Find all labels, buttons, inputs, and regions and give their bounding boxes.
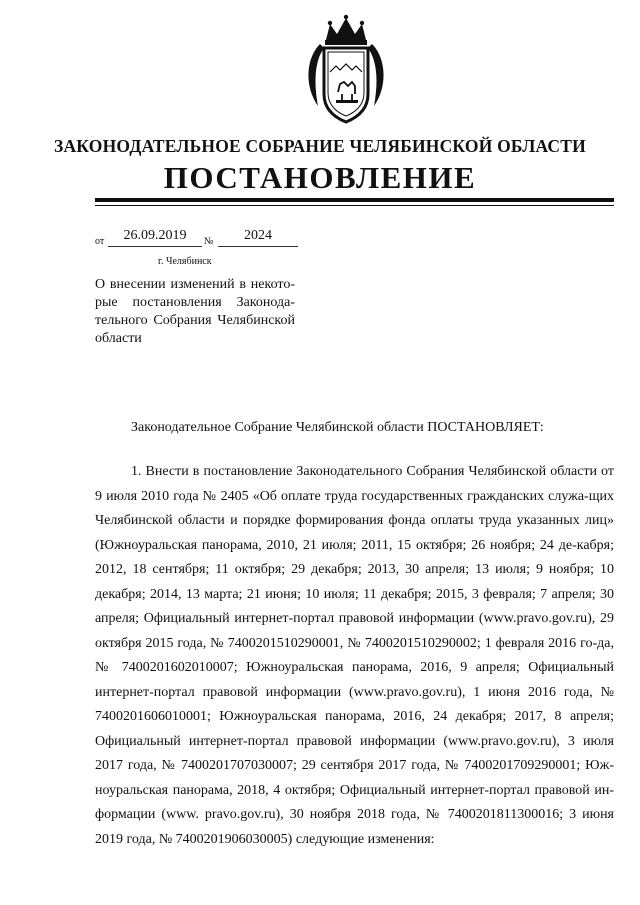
header-rule-thick xyxy=(95,198,614,202)
body-paragraph-1: 1. Внести в постановление Законодательного Собрания Челябинской области от 9 июля 2010 года № 2405 «Об оплате труда государственных гражданских служа-щих Челябинской области и порядке формирования фонда оплаты труда указанных лиц» (Южноуральская панорама, 2010, 21 июля; 2011, 15 октября; 26 ноября; 24 де-кабря; 2012, 18 сентября; 11 октября; 29 декабря; 2013, 30 апреля; 13 июля; 9 ноября; 10 декабря; 2014, 13 марта; 21 июня; 10 июля; 11 декабря; 2015, 3 февраля; 7 апреля; 30 апреля; Официальный интернет-портал правовой информации (www.pravo.gov.ru), 29 октября 2015 года, № 7400201510290001, № 7400201510290002; 1 февраля 2016 го-да, № 7400201602010007; Южноуральская панорама, 2016, 9 апреля; Официальный интернет-портал правовой информации (www.pravo.gov.ru), 1 июня 2016 года, № 7400201606010001; Южноуральская панорама, 2016, 24 декабря; 2017, 8 апреля; Официальный интернет-портал правовой информации (www.pravo.gov.ru), 3 июля 2017 года, № 7400201707030007; 29 сентября 2017 года, № 7400201709290001; Юж-ноуральская панорама, 2018, 4 октября; Официальный интернет-портал правовой ин-формации (www. pravo.gov.ru), 30 ноября 2018 года, № 7400201811300016; 3 июня 2019 года, № 7400201906030005) следующие изменения: xyxy=(95,464,614,847)
header-rule-thin xyxy=(95,205,614,206)
preamble: Законодательное Собрание Челябинской области ПОСТАНОВЛЯЕТ: xyxy=(131,420,544,435)
document-type: ПОСТАНОВЛЕНИЕ xyxy=(163,160,477,195)
coat-of-arms-icon xyxy=(300,14,392,126)
number-underline xyxy=(218,246,298,247)
organization-name: ЗАКОНОДАТЕЛЬНОЕ СОБРАНИЕ ЧЕЛЯБИНСКОЙ ОБЛАСТИ xyxy=(54,136,586,156)
document-number: 2024 xyxy=(244,228,272,243)
city: г. Челябинск xyxy=(158,256,212,267)
document-subject: О внесении изменений в некото-рые постановления Законода-тельного Собрания Челябинской области xyxy=(95,277,295,346)
document-date: 26.09.2019 xyxy=(123,228,187,243)
date-underline xyxy=(108,246,202,247)
date-prefix: от xyxy=(95,236,105,247)
number-prefix: № xyxy=(204,236,214,247)
